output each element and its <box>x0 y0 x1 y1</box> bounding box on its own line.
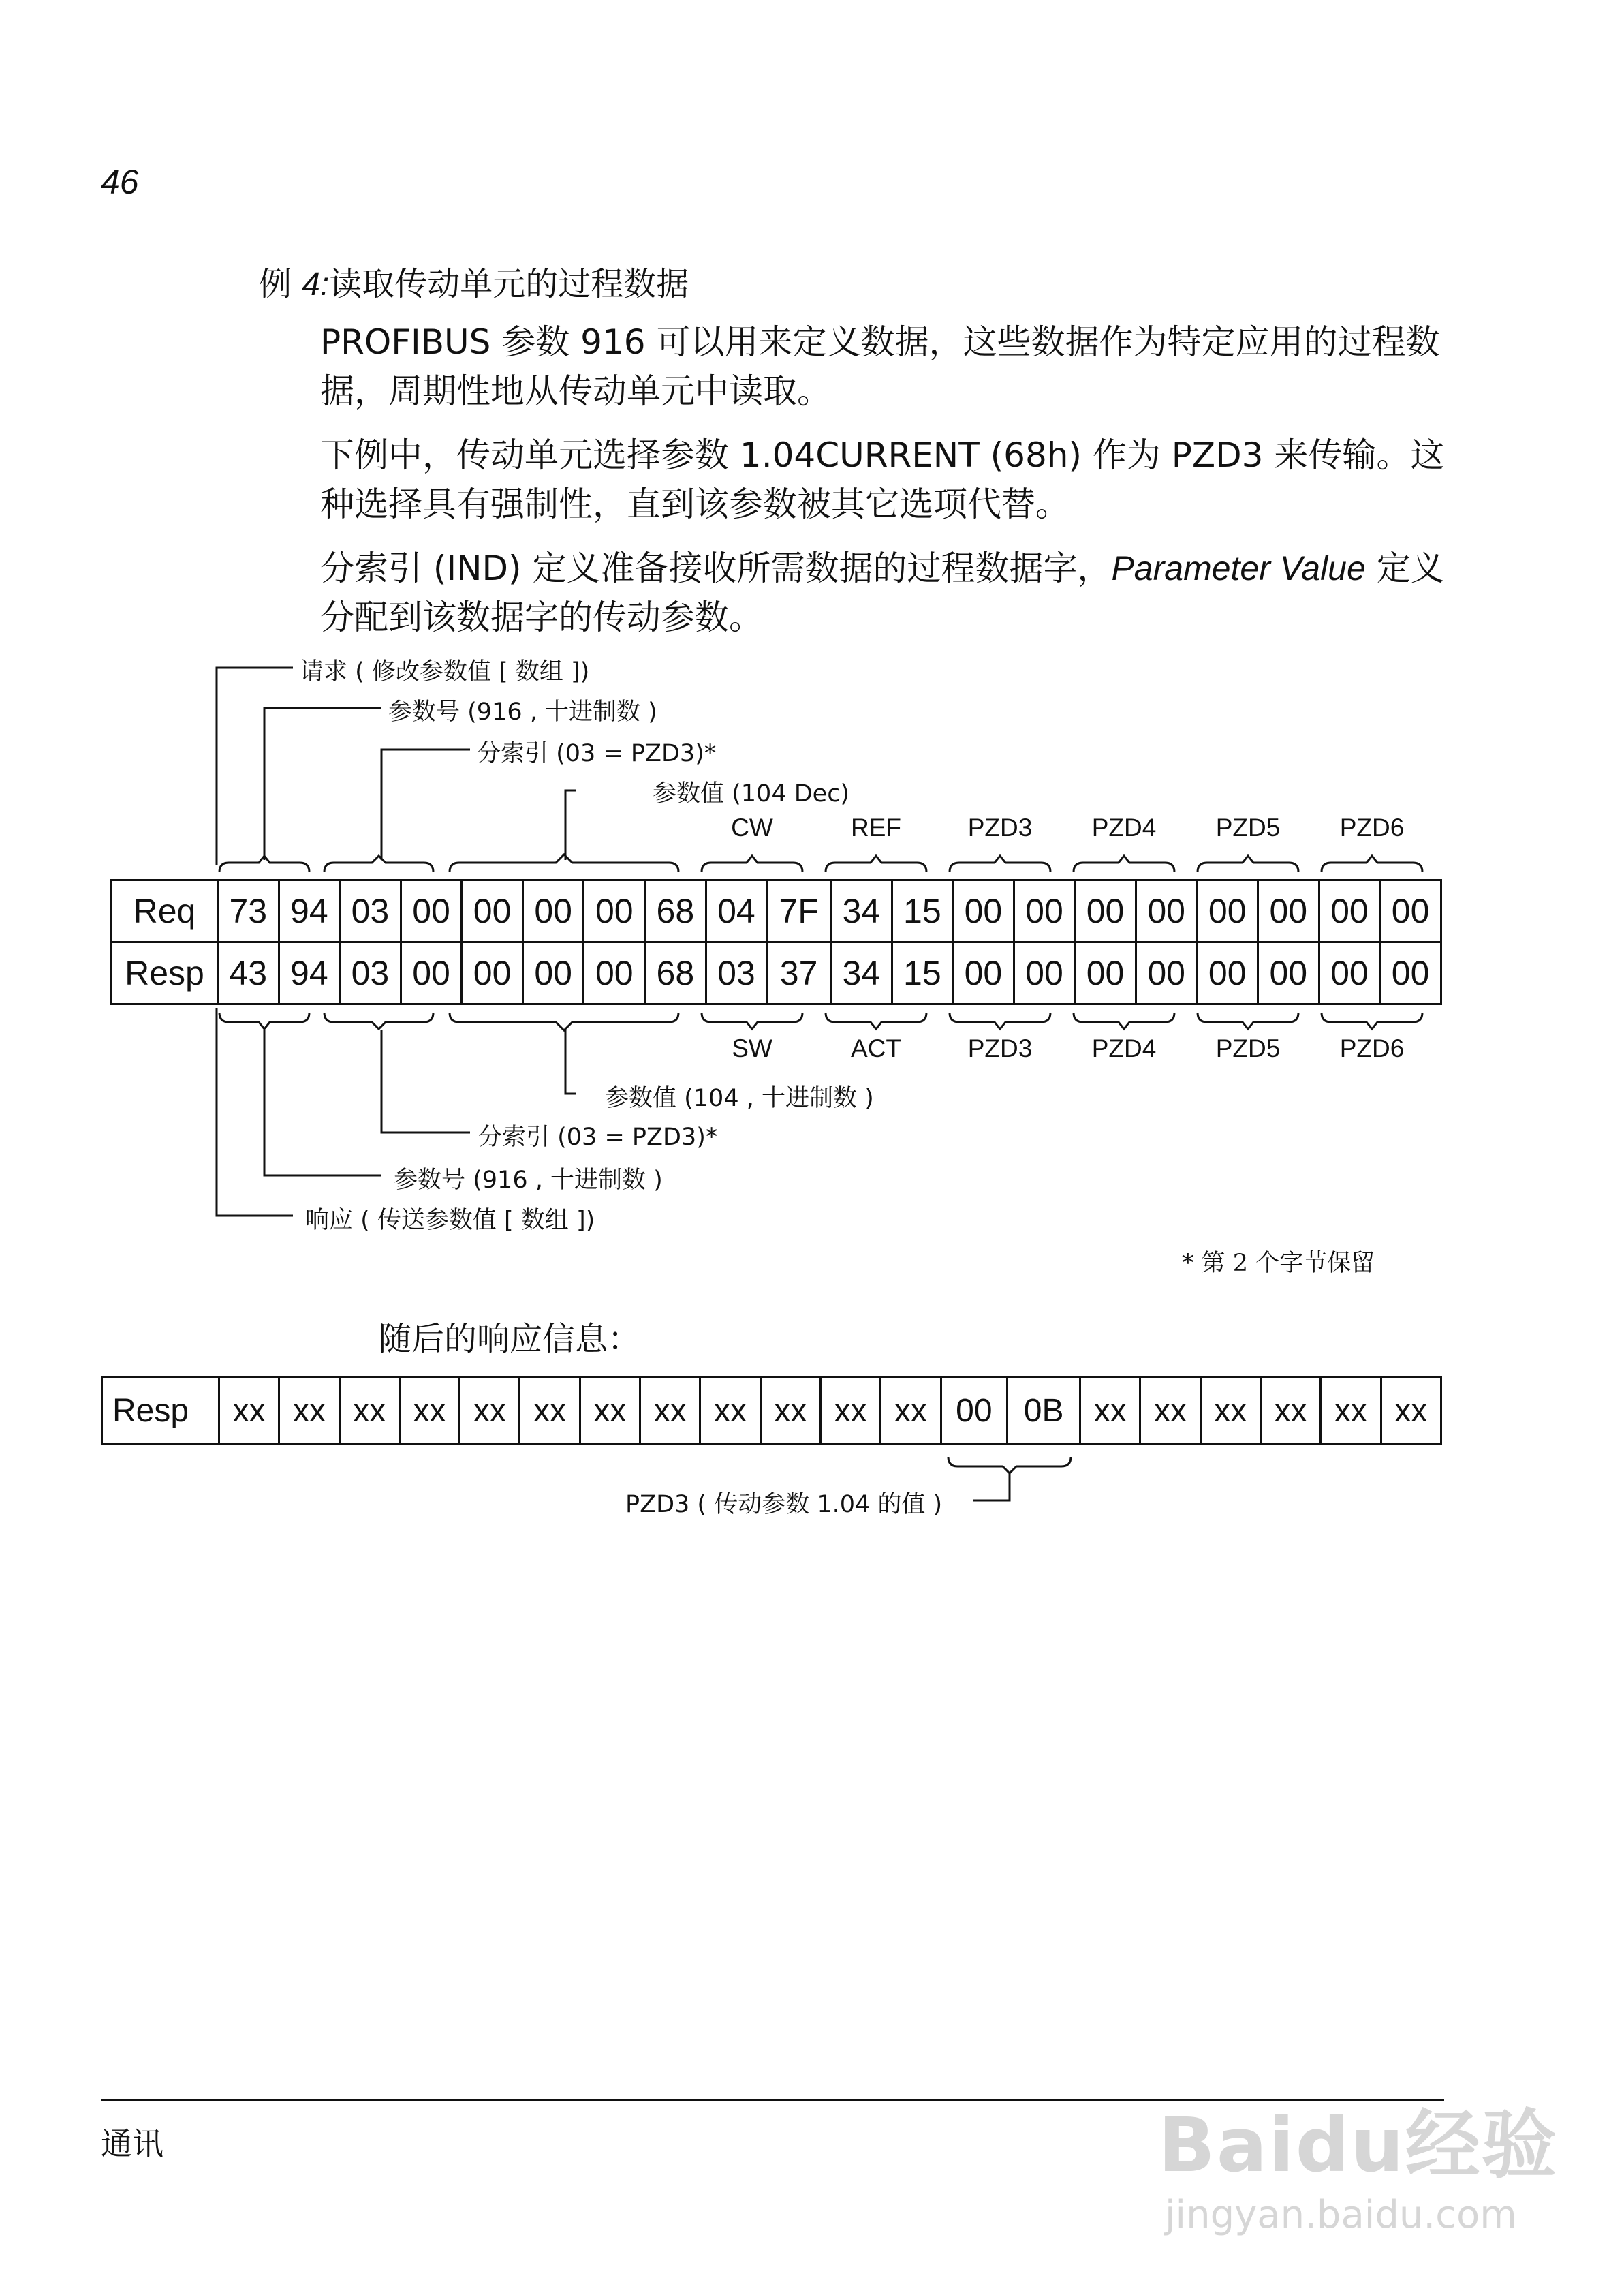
resp-byte-1: 43 <box>218 942 279 1004</box>
resp-byte-18: 00 <box>1258 942 1320 1004</box>
resp-byte-15: 00 <box>1075 942 1136 1004</box>
resp2-byte-18: xx <box>1260 1378 1320 1444</box>
pzd3-note: PZD3 ( 传动参数 1.04 的值 ) <box>625 1491 943 1518</box>
example-label: 4: <box>302 266 330 303</box>
resp-byte-16: 00 <box>1136 942 1197 1004</box>
resp2-label: Resp <box>102 1378 219 1444</box>
req-byte-2: 94 <box>279 880 340 942</box>
resp-byte-4: 00 <box>401 942 462 1004</box>
group-label-pzd6-bottom: PZD6 <box>1339 1034 1405 1062</box>
paragraph-3-post: 定义分配到该数据字的传动参数。 <box>320 549 1445 637</box>
paragraph-3-italic: Parameter Value <box>1111 549 1366 587</box>
group-label-pzd3-top: PZD3 <box>967 814 1033 842</box>
resp2-byte-17: xx <box>1200 1378 1260 1444</box>
resp2-byte-1: xx <box>219 1378 279 1444</box>
req-byte-5: 00 <box>462 880 523 942</box>
req-label: Req <box>112 880 218 942</box>
resp2-byte-11: xx <box>820 1378 880 1444</box>
resp2-byte-4: xx <box>399 1378 459 1444</box>
group-label-pzd4-top: PZD4 <box>1091 814 1157 842</box>
resp-byte-13: 00 <box>953 942 1014 1004</box>
resp2-byte-10: xx <box>760 1378 820 1444</box>
resp2-byte-13: 00 <box>941 1378 1008 1444</box>
resp-byte-9: 03 <box>706 942 767 1004</box>
resp2-byte-2: xx <box>279 1378 339 1444</box>
request-response-table <box>110 879 1442 1005</box>
req-byte-4: 00 <box>401 880 462 942</box>
resp-byte-8: 68 <box>645 942 706 1004</box>
response-row <box>112 942 1441 1004</box>
example-prefix: 例 <box>259 265 302 303</box>
req-byte-14: 00 <box>1014 880 1075 942</box>
resp2-byte-7: xx <box>580 1378 640 1444</box>
req-byte-12: 15 <box>892 880 953 942</box>
group-label-pzd4-bottom: PZD4 <box>1091 1034 1157 1062</box>
followup-response-row <box>102 1378 1441 1444</box>
req-byte-11: 34 <box>830 880 892 942</box>
param-value-annotation-bottom: 参数值 (104 , 十进制数 ) <box>605 1085 874 1112</box>
request-row <box>112 880 1441 942</box>
resp-byte-11: 34 <box>830 942 892 1004</box>
resp-byte-10: 37 <box>767 942 831 1004</box>
group-label-act: ACT <box>851 1034 901 1062</box>
subindex-annotation-bottom: 分索引 (03 = PZD3)* <box>478 1124 718 1151</box>
resp-byte-7: 00 <box>584 942 645 1004</box>
resp-byte-5: 00 <box>462 942 523 1004</box>
resp2-byte-3: xx <box>339 1378 399 1444</box>
resp2-byte-5: xx <box>460 1378 520 1444</box>
req-byte-8: 68 <box>645 880 706 942</box>
req-byte-13: 00 <box>953 880 1014 942</box>
resp2-byte-6: xx <box>520 1378 580 1444</box>
req-byte-7: 00 <box>584 880 645 942</box>
req-byte-3: 03 <box>340 880 401 942</box>
group-label-pzd5-top: PZD5 <box>1215 814 1281 842</box>
req-byte-18: 00 <box>1258 880 1320 942</box>
resp-byte-20: 00 <box>1380 942 1441 1004</box>
resp-byte-2: 94 <box>279 942 340 1004</box>
footer-title: 通讯 <box>101 2125 163 2162</box>
group-label-pzd5-bottom: PZD5 <box>1215 1034 1281 1062</box>
resp2-byte-12: xx <box>881 1378 941 1444</box>
baidu-watermark <box>1158 2085 1567 2262</box>
group-label-sw: SW <box>732 1034 772 1062</box>
resp-byte-19: 00 <box>1319 942 1380 1004</box>
resp-byte-14: 00 <box>1014 942 1075 1004</box>
req-byte-10: 7F <box>767 880 831 942</box>
req-byte-17: 00 <box>1197 880 1258 942</box>
req-byte-9: 04 <box>706 880 767 942</box>
group-label-pzd6-top: PZD6 <box>1339 814 1405 842</box>
group-label-cw: CW <box>731 814 773 842</box>
resp-label: Resp <box>112 942 218 1004</box>
param-number-annotation-bottom: 参数号 (916 , 十进制数 ) <box>394 1167 663 1194</box>
group-label-ref: REF <box>851 814 901 842</box>
req-byte-15: 00 <box>1075 880 1136 942</box>
req-byte-1: 73 <box>218 880 279 942</box>
subindex-annotation-top: 分索引 (03 = PZD3)* <box>477 740 717 767</box>
paragraph-1: PROFIBUS 参数 916 可以用来定义数据，这些数据作为特定应用的过程数据，周期性地从传动单元中读取。 <box>320 322 1440 411</box>
resp2-byte-14: 0B <box>1008 1378 1080 1444</box>
resp2-byte-16: xx <box>1140 1378 1200 1444</box>
param-number-annotation-top: 参数号 (916 , 十进制数 ) <box>388 698 657 726</box>
watermark-brand: Baidu经验 <box>1158 2101 1558 2189</box>
paragraph-2: 下例中，传动单元选择参数 1.04CURRENT (68h) 作为 PZD3 来传输。这种选择具有强制性，直到该参数被其它选项代替。 <box>320 435 1445 524</box>
resp-byte-17: 00 <box>1197 942 1258 1004</box>
resp2-byte-19: xx <box>1321 1378 1381 1444</box>
footnote: * 第 2 个字节保留 <box>1182 1250 1375 1277</box>
group-label-pzd3-bottom: PZD3 <box>967 1034 1033 1062</box>
resp2-byte-8: xx <box>640 1378 700 1444</box>
watermark-url: jingyan.baidu.com <box>1165 2193 1517 2237</box>
resp-byte-3: 03 <box>340 942 401 1004</box>
req-byte-19: 00 <box>1319 880 1380 942</box>
followup-response-table <box>101 1376 1442 1445</box>
resp2-byte-9: xx <box>700 1378 760 1444</box>
resp2-byte-15: xx <box>1080 1378 1140 1444</box>
resp-byte-12: 15 <box>892 942 953 1004</box>
req-byte-16: 00 <box>1136 880 1197 942</box>
page-number: 46 <box>101 163 139 201</box>
example-title: 读取传动单元的过程数据 <box>329 265 689 303</box>
req-byte-6: 00 <box>522 880 584 942</box>
request-annotation: 请求 ( 修改参数值 [ 数组 ]) <box>300 658 590 686</box>
resp-byte-6: 00 <box>522 942 584 1004</box>
req-byte-20: 00 <box>1380 880 1441 942</box>
followup-text: 随后的响应信息： <box>379 1320 641 1358</box>
resp2-byte-20: xx <box>1381 1378 1441 1444</box>
response-annotation: 响应 ( 传送参数值 [ 数组 ]) <box>305 1207 595 1234</box>
param-value-annotation-top: 参数值 (104 Dec) <box>653 780 850 807</box>
paragraph-3-pre: 分索引 (IND) 定义准备接收所需数据的过程数据字， <box>320 549 1112 588</box>
